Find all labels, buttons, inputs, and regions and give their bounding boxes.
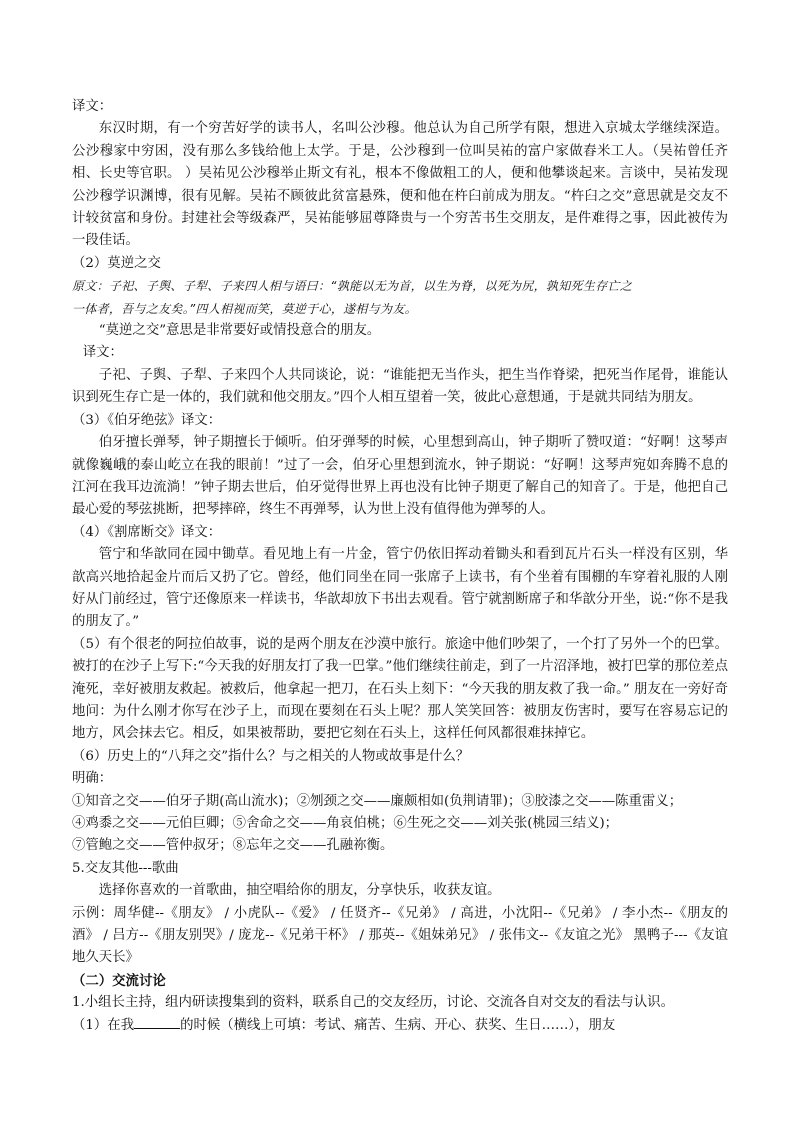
question-suffix: 的时候（横线上可填：考试、痛苦、生病、开心、获奖、生日……），朋友 [180, 1017, 616, 1033]
gexi-translation-paragraph: 管宁和华歆同在园中锄草。看见地上有一片金，管宁仍依旧挥动着锄头和看到瓦片石头一样没有区别，华歆高兴地拾起金片而后又扔了它。曾经，他们同坐在同一张席子上读书，有个坐着有围棚的车穿着礼服的人刚好从门前经过，管宁还像原来一样读书，华歆却放下书出去观看。管宁就割断席子和华歆分开坐，说:“你不是我的朋友了。” [72, 547, 728, 630]
baibai-answer-label: 明确： [72, 771, 113, 787]
discussion-heading: （二）交流讨论 [72, 972, 166, 989]
discussion-question-1 [72, 1015, 728, 1037]
moni-translation-paragraph: 子祀、子舆、子犁、子来四个人共同谈论，说：“谁能把无当作头，把生当作脊梁，把死当作尾骨，谁能认识到死生存亡是一体的，我们就和他交朋友。”四个人相互望着一笑，彼此心意想通，于是就共同结为朋友。 [72, 367, 728, 406]
fill-in-blank[interactable] [134, 1015, 180, 1029]
songs-heading: 5.交友其他---歌曲 [72, 860, 179, 876]
moni-original-line-1: 原文：子祀、子舆、子犁、子来四人相与语曰：“孰能以无为首，以生为脊，以死为尻，孰知死生存亡之 [72, 279, 633, 294]
baibai-answer-line-3: ⑦管鲍之交——管仲叔牙；⑧忘年之交——孔融祢衡。 [72, 838, 394, 854]
moni-heading: （2）莫逆之交 [72, 255, 161, 271]
boya-heading: （3）《伯牙绝弦》译文： [72, 412, 222, 428]
songs-example: 示例：周华健--《朋友》 / 小虎队--《爱》 / 任贤齐--《兄弟》 / 高进，小沈阳--《兄弟》 / 李小杰--《朋友的酒》 / 吕方--《朋友别哭》/ 庞龙--《兄弟干杯》 / 那英--《姐妹弟兄》 / 张伟文--《友谊之光》 黑鸭子---《友谊地久天长》 [72, 905, 728, 966]
question-prefix: （1）在我 [72, 1017, 135, 1033]
gexi-heading: （4）《割席断交》译文： [72, 524, 222, 540]
baibai-answer-line-1: ①知音之交——伯牙子期(高山流水)；②刎颈之交——廉颇相如(负荆请罪)；③胶漆之交——陈重雷义； [72, 793, 683, 809]
moni-meaning: “莫逆之交”意思是非常要好或情投意合的朋友。 [98, 323, 381, 339]
moni-original-line-2: 一体者，吾与之友矣。”四人相视而笑，莫逆于心，遂相与为友。 [72, 301, 417, 316]
discussion-line-1: 1.小组长主持，组内研读搜集到的资料，联系自己的交友经历，讨论、交流各自对交友的看法与认识。 [72, 995, 674, 1011]
arab-story-paragraph: （5）有个很老的阿拉伯故事，说的是两个朋友在沙漠中旅行。旅途中他们吵架了，一个打了另外一个的巴掌。被打的在沙子上写下:“今天我的好朋友打了我一巴掌。”他们继续往前走，到了一片沼泽地，被打巴掌的那位差点淹死，幸好被朋友救起。被救后，他拿起一把刀，在石头上刻下：“今天我的朋友救了我一命。” 朋友在一旁好奇地问：为什么刚才你写在沙子上，而现在要刻在石头上呢？那人笑笑回答：被朋友伤害时，要写在容易忘记的地方，风会抹去它。相反，如果被帮助，要把它刻在石头上，这样任何风都很难抹掉它。 [72, 636, 728, 742]
moni-translation-label: 译文： [82, 345, 123, 361]
baibai-question: （6）历史上的“八拜之交”指什么？与之相关的人物或故事是什么？ [72, 748, 470, 764]
translation-label: 译文： [72, 99, 113, 114]
chujiu-translation-paragraph: 东汉时期，有一个穷苦好学的读书人，名叫公沙穆。他总认为自己所学有限，想进入京城太学继续深造。公沙穆家中穷困，没有那么多钱给他上太学。于是，公沙穆到一位叫吴祐的富户家做舂米工人。（吴祐曾任齐相、长史等官职。 ）吴祐见公沙穆举止斯文有礼，根本不像做粗工的人，便和他攀谈起来。言谈中，吴祐发现公沙穆学识渊博，很有见解。吴祐不顾彼此贫富悬殊，便和他在杵臼前成为朋友。“杵臼之交”意思就是交友不计较贫富和身份。封建社会等级森严，吴祐能够屈尊降贵与一个穷苦书生交朋友，是件难得之事，因此被传为一段佳话。 [72, 121, 728, 249]
songs-intro: 选择你喜欢的一首歌曲，抽空唱给你的朋友，分享快乐，收获友谊。 [98, 883, 501, 899]
boya-translation-paragraph: 伯牙擅长弹琴，钟子期擅长于倾听。伯牙弹琴的时候，心里想到高山，钟子期听了赞叹道：“好啊！这琴声就像巍峨的泰山屹立在我的眼前！”过了一会，伯牙心里想到流水，钟子期说：“好啊！这琴声宛如奔腾不息的江河在我耳边流淌！”钟子期去世后，伯牙觉得世界上再也没有比钟子期更了解自己的知音了。于是，他把自己最心爱的琴弦挑断，把琴摔碎，终生不再弹琴，认为世上没有值得他为弹琴的人。 [72, 435, 728, 518]
document-page [72, 96, 728, 1037]
baibai-answer-line-2: ④鸡黍之交——元伯巨卿；⑤舍命之交——角哀伯桃；⑥生死之交——刘关张(桃园三结义)； [72, 816, 619, 831]
